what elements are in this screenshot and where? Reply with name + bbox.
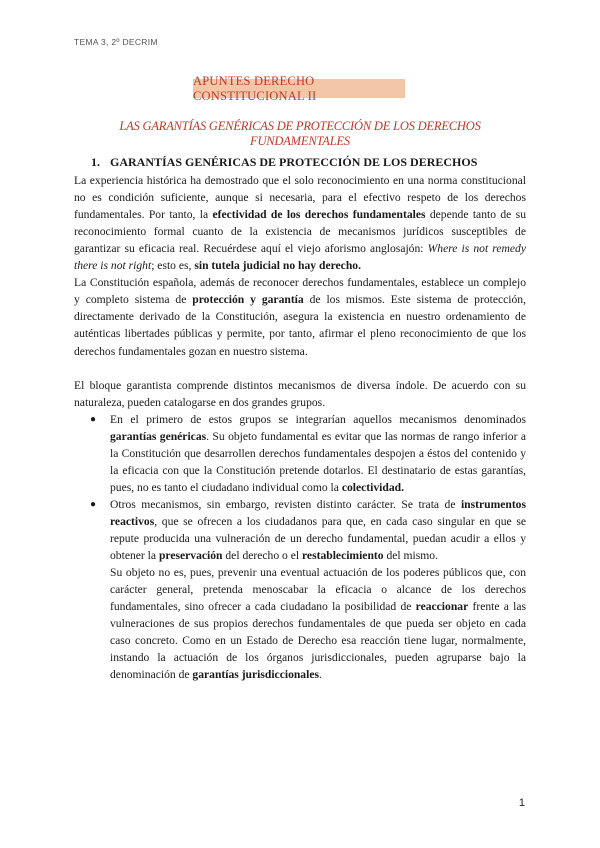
main-content <box>74 154 526 683</box>
section-number: 1. <box>91 155 100 169</box>
text-run: frente a las vulneraciones de sus propios derechos fundamentales de que pueda ser objeto en cada caso concreto. Como en un Estado de Derecho esa reacción tiene lugar, normalmente, instando la actuación de los órganos jurisdiccionales, pueden agruparse bajo la denominación de <box>110 600 526 682</box>
paragraph-2 <box>74 274 526 359</box>
bold-run: instrumentos reactivos <box>110 497 526 528</box>
text-run: Otros mecanismos, sin embargo, revisten distinto carácter. Se trata de <box>110 497 461 511</box>
text-run: depende tanto de su reconocimiento formal cuanto de la existencia de mecanismos jurídicos susceptibles de garantizar su eficacia real. Recuérdese aquí el viejo aforismo anglosajón: <box>74 208 526 256</box>
text-run: En el primero de estos grupos se integrarían aquellos mecanismos denominados <box>110 412 526 426</box>
bold-run: preservación <box>158 549 223 563</box>
bold-run: sin tutela judicial no hay derecho. <box>194 259 361 273</box>
bold-run: restablecimiento <box>302 549 384 563</box>
italic-run: Where is not remedy there is not right <box>74 242 526 273</box>
document-title: APUNTES DERECHO CONSTITUCIONAL II <box>193 73 317 103</box>
bullet-1-text <box>110 411 526 496</box>
text-run: La experiencia histórica ha demostrado que el solo reconocimiento en una norma constitucional no es condición suficiente, aunque si necesaria, para el efectivo respeto de los derechos fundamentales. Por tanto, la <box>74 174 526 222</box>
paragraph-3: El bloque garantista comprende distintos mecanismos de diversa índole. De acuerdo con su naturaleza, pueden catalogarse en dos grandes grupos. <box>74 378 526 409</box>
bullet-2-text <box>110 496 526 564</box>
bold-run: reaccionar <box>415 600 469 614</box>
text-run: , que se ofrecen a los ciudadanos para que, en cada caso singular en que se repute producida una vulneración de un derecho fundamental, puedan acudir a ellos y obtener la <box>110 514 526 563</box>
bold-run: garantías jurisdiccionales <box>192 668 319 682</box>
list-item <box>74 411 526 496</box>
text-run: . Su objeto fundamental es evitar que las normas de rango inferior a la Constitución que desarrollen derechos fundamentales despojen a éstos del contenido y la eficacia con que la Constitución pretende dotarlos. El destinatario de estas garantías, pues, no es tanto el ciudadano individual como la <box>110 429 526 494</box>
text-run: ; esto es, <box>151 259 195 273</box>
page-header: TEMA 3, 2º DECRIM <box>74 37 158 47</box>
text-run: de los mismos. Este sistema de protección, directamente derivado de la Constitución, asegura la existencia en nuestro ordenamiento de auténticas libertades públicas y permite, por tanto, afirmar el pleno reconocimiento de que los derechos fundamentales gozan en nuestro sistema. <box>74 293 526 358</box>
list-item <box>74 496 526 564</box>
text-run: del mismo. <box>383 549 439 563</box>
document-subtitle: LAS GARANTÍAS GENÉRICAS DE PROTECCIÓN DE LOS DERECHOS FUNDAMENTALES <box>119 119 481 148</box>
text-run: La Constitución española, además de reconocer derechos fundamentales, establece un complejo y completo sistema de <box>74 276 526 307</box>
bullet-icon: ● <box>90 413 97 425</box>
bold-run: colectividad. <box>341 480 404 494</box>
text-run: del derecho o el <box>222 549 302 563</box>
text-run: . <box>319 668 322 682</box>
bold-run: protección y garantía <box>192 293 304 307</box>
paragraph-gap <box>74 360 526 377</box>
section-title: GARANTÍAS GENÉRICAS DE PROTECCIÓN DE LOS DERECHOS <box>110 155 478 169</box>
bullet-list <box>74 411 526 564</box>
bold-run: garantías genéricas <box>110 429 207 443</box>
section-heading <box>91 154 526 171</box>
bullet-icon: ● <box>90 498 97 510</box>
bullet-2-continuation <box>74 564 526 683</box>
page-number: 1 <box>518 797 525 809</box>
text-run: Su objeto no es, pues, prevenir una eventual actuación de los poderes públicos que, con carácter general, pretenda menoscabar la eficacia o alcance de los derechos fundamentales, sino ofrecer a cada ciudadano la posibilidad de <box>110 566 526 614</box>
paragraph-1 <box>74 172 526 274</box>
title-highlight <box>193 73 405 103</box>
bold-run: efectividad de los derechos fundamentales <box>212 208 426 222</box>
